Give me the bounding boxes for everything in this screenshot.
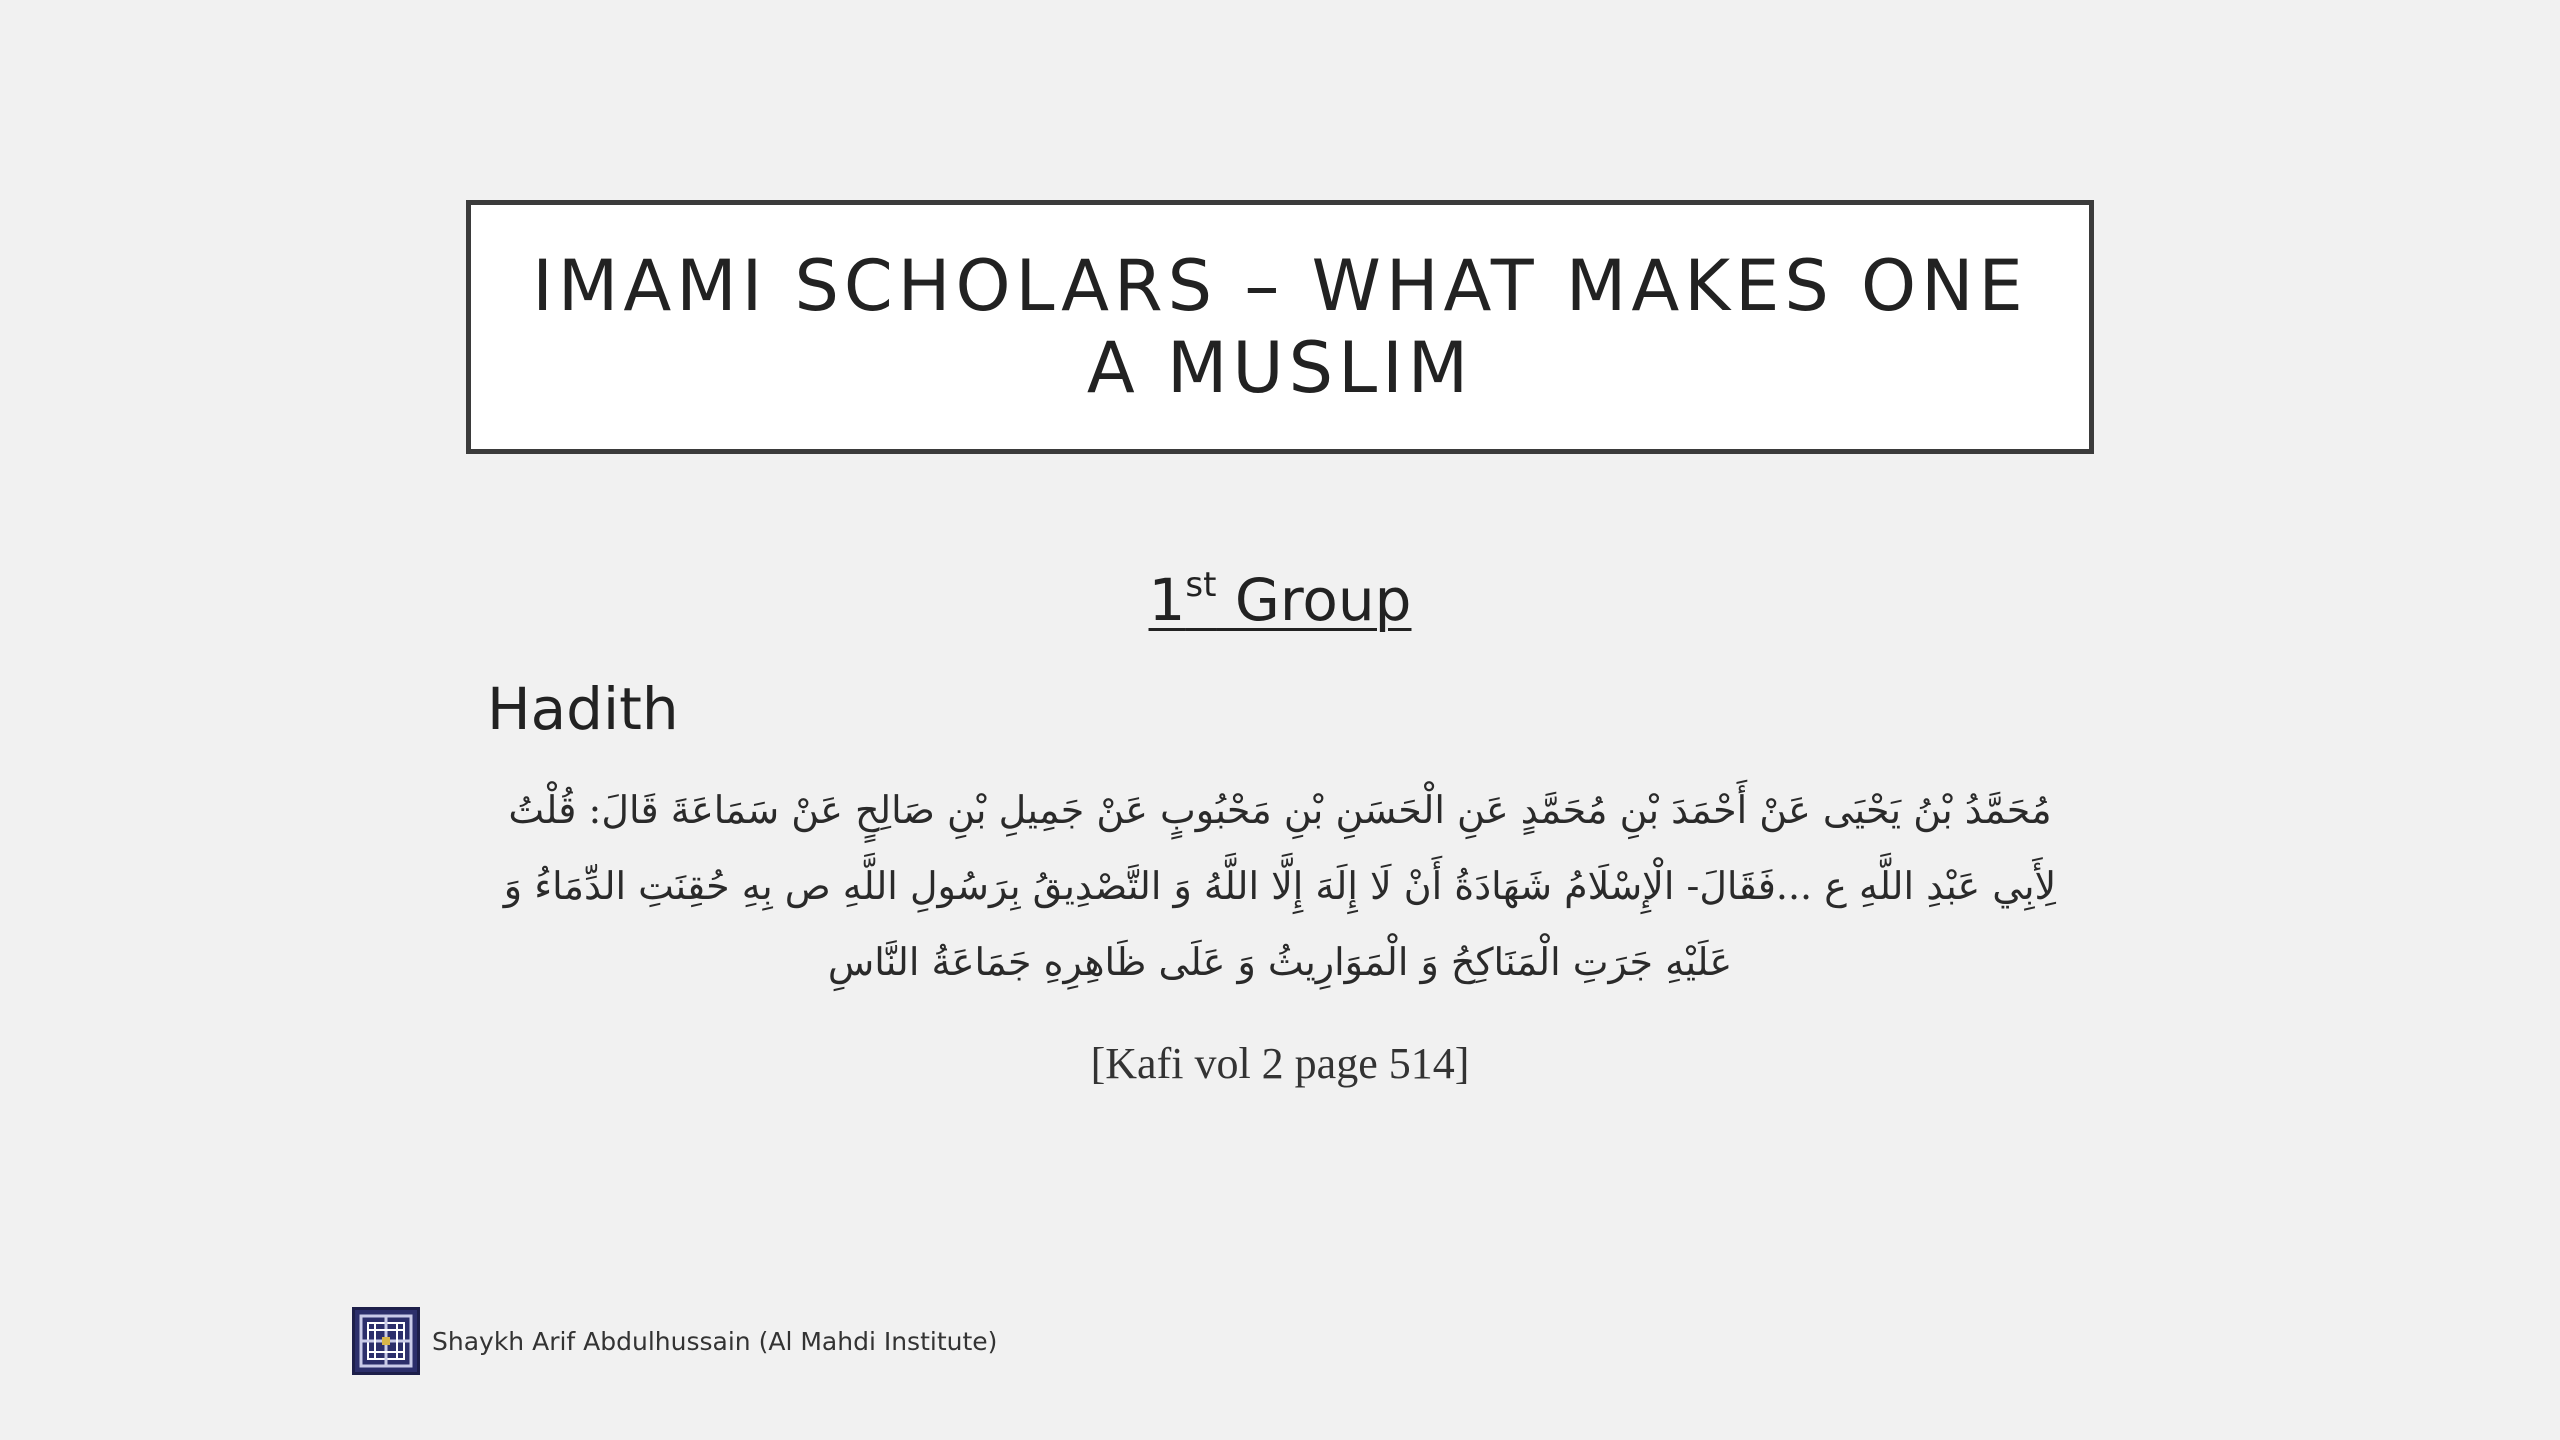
institute-logo-icon bbox=[352, 1307, 420, 1375]
title-box bbox=[466, 200, 2094, 454]
group-ordinal-suffix: st bbox=[1185, 565, 1217, 605]
group-number: 1 bbox=[1148, 566, 1186, 634]
hadith-arabic-text: مُحَمَّدُ بْنُ يَحْيَى عَنْ أَحْمَدَ بْنِ مُحَمَّدٍ عَنِ الْحَسَنِ بْنِ مَحْبُوبٍ عَنْ جَمِيلِ بْنِ صَالِحٍ عَنْ سَمَاعَةَ قَالَ: قُلْتُ لِأَبِي عَبْدِ اللَّهِ ع ...فَقَالَ- الْإِسْلَامُ شَهَادَةُ أَنْ لَا إِلَهَ إِلَّا اللَّهُ وَ التَّصْدِيقُ بِرَسُولِ اللَّهِ ص بِهِ حُقِنَتِ الدِّمَاءُ وَ عَلَيْهِ جَرَتِ الْمَنَاكِحُ وَ الْمَوَارِيثُ وَ عَلَى ظَاهِرِهِ جَمَاعَةُ النَّاسِ bbox=[503, 788, 2057, 984]
footer-credit: Shaykh Arif Abdulhussain (Al Mahdi Institute) bbox=[432, 1326, 998, 1356]
group-heading bbox=[0, 565, 2560, 635]
group-heading-text bbox=[1149, 566, 1412, 634]
group-word: Group bbox=[1216, 566, 1412, 634]
footer bbox=[352, 1306, 997, 1376]
hadith-citation: [Kafi vol 2 page 514] bbox=[1090, 1039, 1470, 1088]
section-label: Hadith bbox=[487, 675, 679, 743]
slide-title: IMAMI SCHOLARS – WHAT MAKES ONE A MUSLIM bbox=[532, 245, 2028, 409]
